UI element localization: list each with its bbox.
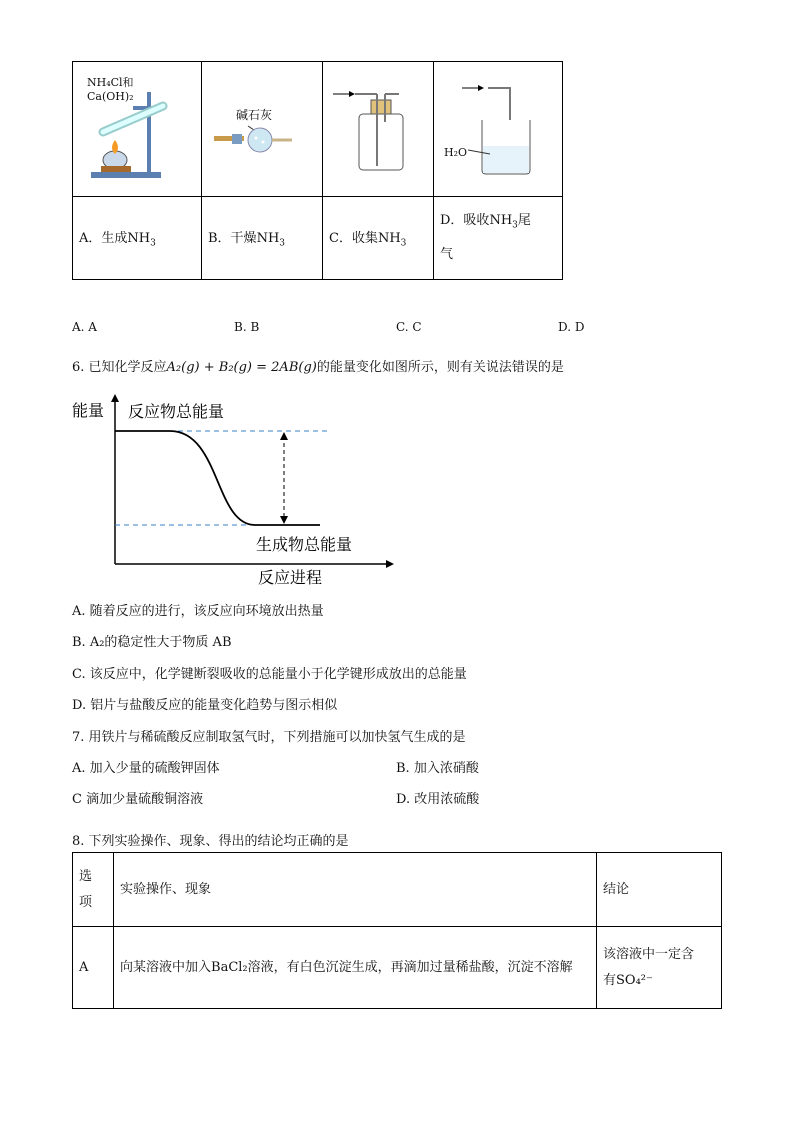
q7-option-c: C 滴加少量硫酸铜溶液 <box>72 792 204 807</box>
arrow-down-icon <box>280 516 288 524</box>
option-a-cell: A．生成$NH_3$ <box>73 197 202 280</box>
q7-option-b: B. 加入浓硝酸 <box>396 761 479 776</box>
q6-option-d: D. 铝片与盐酸反应的能量变化趋势与图示相似 <box>72 698 338 713</box>
soda-lime-label: 碱石灰 <box>236 108 273 122</box>
drying-tube-icon <box>202 62 322 196</box>
heating-apparatus-icon <box>73 62 201 196</box>
product-energy-label: 生成物总能量 <box>256 535 353 554</box>
reactant-energy-label: 反应物总能量 <box>128 402 225 421</box>
apparatus-c-image <box>323 62 434 197</box>
x-axis-label: 反应进程 <box>258 568 323 587</box>
q5-option-c: C. C <box>396 320 422 334</box>
energy-diagram <box>70 392 400 592</box>
header-option <box>73 853 114 927</box>
q6-option-c: C. 该反应中，化学键断裂吸收的总能量小于化学键形成放出的总能量 <box>72 667 467 682</box>
row-a-operation: 向某溶液中加入BaCl₂溶液，有白色沉淀生成，再滴加过量稀盐酸，沉淀不溶解 <box>114 927 597 1009</box>
row-a-option: A <box>73 927 114 1009</box>
header-operation: 实验操作、现象 <box>114 853 597 927</box>
row-a-conclusion: 该溶液中一定含 有SO₄²⁻ <box>597 927 722 1009</box>
x-axis-arrow-icon <box>386 560 394 568</box>
reagent-line-1: NH₄Cl和 <box>87 76 134 89</box>
q6-option-a: A. 随着反应的进行，该反应向环境放出热量 <box>72 604 324 619</box>
reagent-line-2: Ca(OH)₂ <box>87 90 134 103</box>
option-c-cell: C．收集$NH_3$ <box>323 197 434 280</box>
option-d-cell: D．吸收$NH_3$尾 气 <box>434 197 563 280</box>
apparatus-b-image <box>202 62 323 197</box>
q7-stem: 7. 用铁片与稀硫酸反应制取氢气时，下列措施可以加快氢气生成的是 <box>72 730 466 745</box>
apparatus-a-image <box>73 62 202 197</box>
arrow-up-icon <box>280 432 288 440</box>
q8-stem: 8. 下列实验操作、现象、得出的结论均正确的是 <box>72 834 349 849</box>
q6-stem: 6. 已知化学反应A₂(g) + B₂(g) = 2AB(g)的能量变化如图所示，则有关说法错误的是 <box>72 360 564 375</box>
header-conclusion: 结论 <box>597 853 722 927</box>
header-option-text: 选项 <box>79 868 93 910</box>
q5-option-b: B. B <box>234 320 260 334</box>
beaker-icon <box>434 62 562 196</box>
q6-option-b: B. A₂的稳定性大于物质 AB <box>72 635 232 650</box>
y-axis-label: 能量 <box>72 401 105 420</box>
apparatus-d-image <box>434 62 563 197</box>
q7-option-a: A. 加入少量的硫酸钾固体 <box>72 761 220 776</box>
q5-option-d: D. D <box>558 320 585 334</box>
y-axis-arrow-icon <box>111 394 119 402</box>
q8-table <box>72 852 722 1009</box>
energy-curve <box>115 431 320 525</box>
option-b-cell: B．干燥$NH_3$ <box>202 197 323 280</box>
q5-option-a: A. A <box>72 320 97 334</box>
apparatus-table <box>72 61 563 280</box>
water-label: H₂O <box>444 146 468 159</box>
q7-option-d: D. 改用浓硫酸 <box>396 792 480 807</box>
gas-bottle-icon <box>323 62 433 196</box>
